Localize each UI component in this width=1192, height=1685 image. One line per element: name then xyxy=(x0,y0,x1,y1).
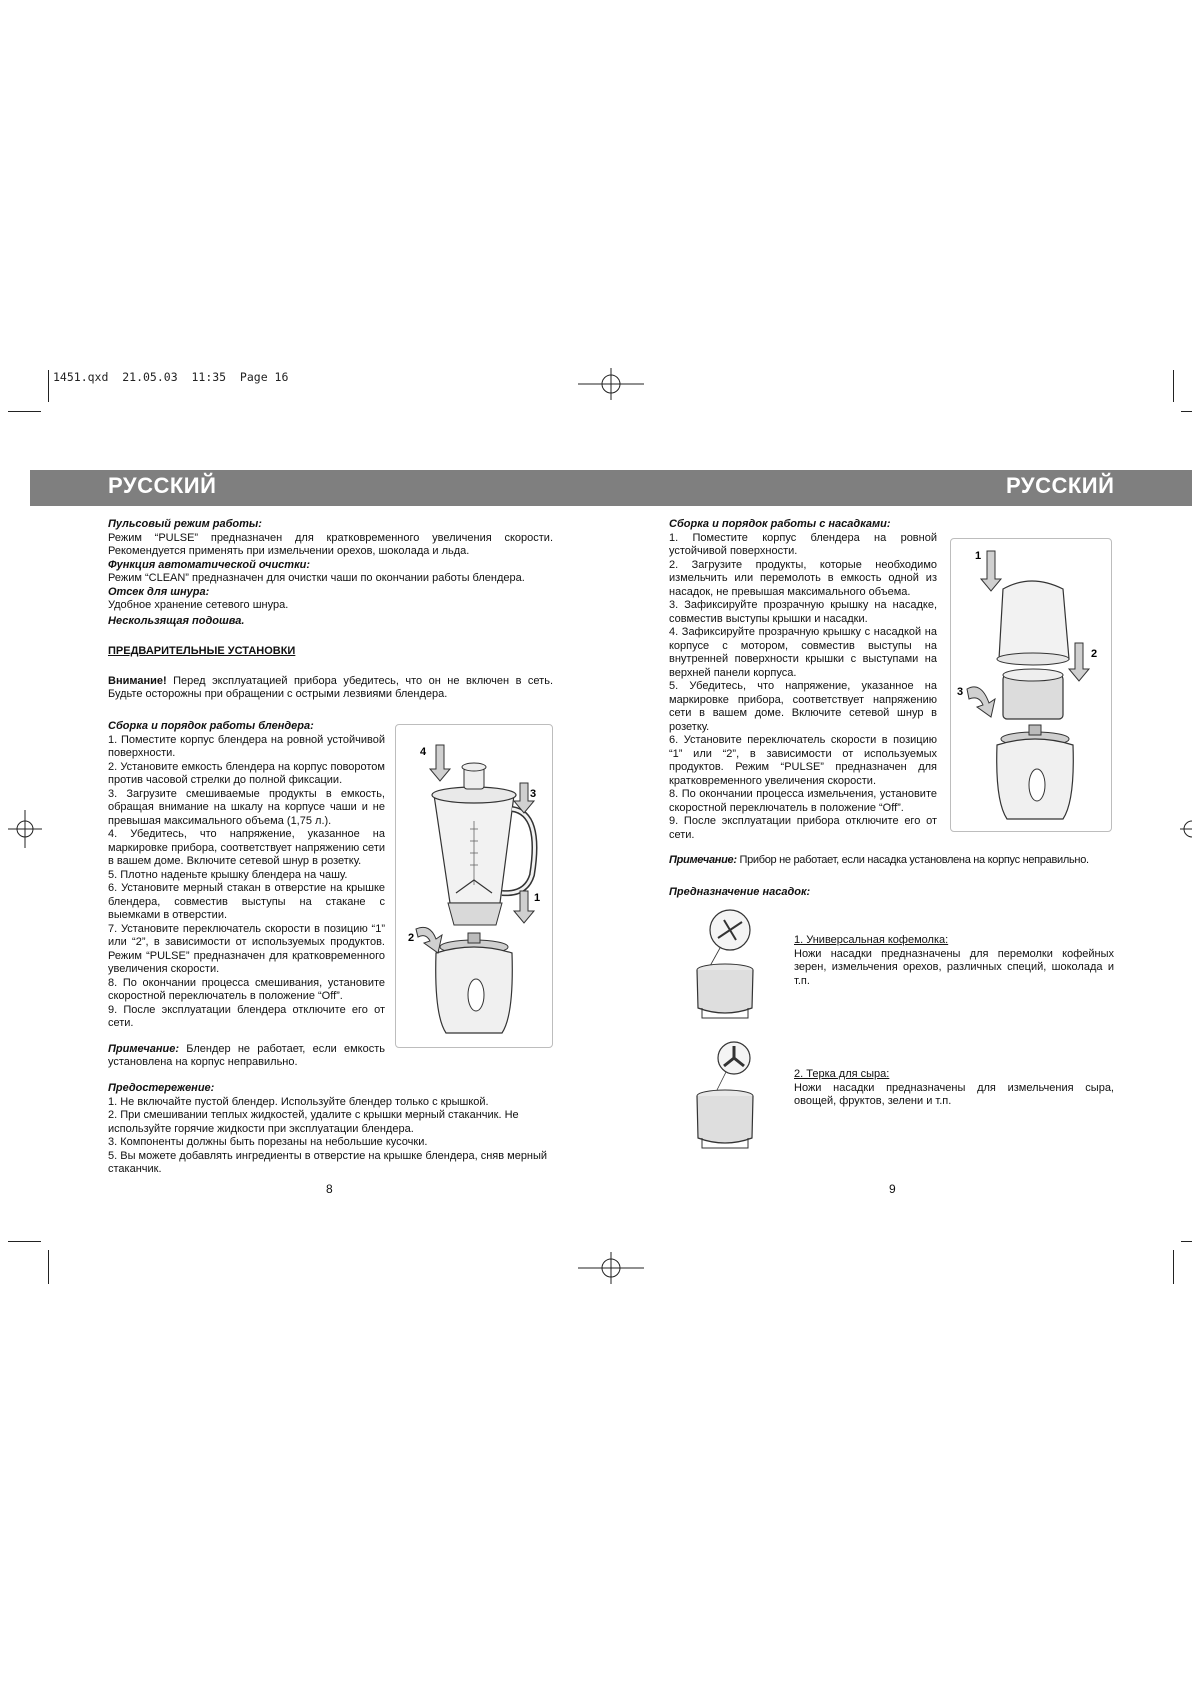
pulse-text: Режим “PULSE” предназначен для кратковременного увеличения скорости. Рекомендуется применять при измельчении орехов, шоколада и льда. xyxy=(108,531,553,557)
page-number-left: 8 xyxy=(326,1182,333,1196)
caution-item: 2. При смешивании теплых жидкостей, удалите с крышки мерный стаканчик. Не используйте горячие жидкости при эксплуатации блендера. xyxy=(108,1109,519,1135)
cheese-grater-title: 2. Терка для сыра: xyxy=(794,1068,890,1080)
attachment-assembly-figure xyxy=(950,538,1112,832)
attachment-step: 9. После эксплуатации прибора отключите его от сети. xyxy=(669,815,937,841)
attachment-step: 2. Загрузите продукты, которые необходимо измельчить или перемолоть в емкость одной из насадок, не превышая максимального объема. xyxy=(669,558,937,598)
clean-text: Режим “CLEAN” предназначен для очистки чаши по окончании работы блендера. xyxy=(108,572,525,584)
note-body: Блендер не работает, если емкость установлена на корпус неправильно. xyxy=(108,1042,385,1068)
left-intro-block xyxy=(108,518,553,702)
attachment-note xyxy=(669,854,1139,868)
cheese-grater-text: Ножи насадки предназначены для измельчения сыра, овощей, фруктов, зелени и т.п. xyxy=(794,1081,1114,1107)
crop-mark xyxy=(1181,411,1192,412)
note-body: Прибор не работает, если насадка установлена на корпус неправильно. xyxy=(736,854,1089,866)
right-header-title: РУССКИЙ xyxy=(1006,473,1115,498)
blender-step: 4. Убедитесь, что напряжение, указанное на маркировке прибора, соответствует напряжению сети в вашем доме. Включите сетевой шнур в розетку. xyxy=(108,828,385,867)
blender-step: 8. По окончании процесса смешивания, установите скоростной переключатель в положение “Off”. xyxy=(108,976,385,1002)
crop-mark xyxy=(48,370,49,402)
blender-step: 1. Поместите корпус блендера на ровной устойчивой поверхности. xyxy=(108,733,385,759)
crop-mark xyxy=(1173,370,1174,402)
registration-mark xyxy=(578,1252,644,1284)
callout-label: 4 xyxy=(420,746,427,758)
attachment-step: 4. Зафиксируйте прозрачную крышку с насадкой на корпусе с мотором, совместив выступы на внутренней поверхности крышки с выступами на верхней панели корпуса. xyxy=(669,626,937,679)
blender-step: 9. После эксплуатации блендера отключите его от сети. xyxy=(108,1003,385,1029)
clean-heading: Функция автоматической очистки: xyxy=(108,558,311,571)
file-slug: 1451.qxd 21.05.03 11:35 Page 16 xyxy=(53,370,289,384)
coffee-grinder-block xyxy=(794,934,1114,988)
note-label: Примечание: xyxy=(669,854,737,866)
callout-label: 2 xyxy=(408,932,415,944)
registration-mark xyxy=(578,368,644,400)
caution-item: 3. Компоненты должны быть порезаны на небольшие кусочки. xyxy=(108,1136,428,1148)
registration-mark xyxy=(1180,810,1192,848)
blender-assembly-heading: Сборка и порядок работы блендера: xyxy=(108,720,314,732)
blender-step: 6. Установите мерный стакан в отверстие на крышке блендера, совместив выступы на стакане с выемками в отверстии. xyxy=(108,882,385,921)
right-assembly-block xyxy=(669,518,937,842)
blender-step: 7. Установите переключатель скорости в позицию “1” или “2”, в зависимости от используемых продуктов. Режим “PULSE” предназначен для кратковременного увеличения скорости. xyxy=(108,922,385,975)
caution-item: 1. Не включайте пустой блендер. Используйте блендер только с крышкой. xyxy=(108,1095,489,1108)
caution-block xyxy=(108,1082,553,1177)
page-number-right: 9 xyxy=(889,1182,896,1196)
caution-item: 5. Вы можете добавлять ингредиенты в отверстие на крышке блендера, сняв мерный стаканчик. xyxy=(108,1149,548,1175)
coffee-grinder-text: Ножи насадки предназначены для перемолки кофейных зерен, измельчения орехов, различных специй, шоколада и т.п. xyxy=(794,947,1114,987)
pulse-heading: Пульсовый режим работы: xyxy=(108,518,262,530)
callout-label: 1 xyxy=(534,892,541,904)
crop-mark xyxy=(8,411,41,412)
cord-heading: Отсек для шнура: xyxy=(108,585,210,598)
blender-step: 5. Плотно наденьте крышку блендера на чашу. xyxy=(108,868,348,881)
callout-label: 1 xyxy=(975,550,982,562)
prelim-heading: ПРЕДВАРИТЕЛЬНЫЕ УСТАНОВКИ xyxy=(108,645,296,657)
blender-step: 2. Установите емкость блендера на корпус поворотом против часовой стрелки до полной фиксации. xyxy=(108,760,385,786)
cheese-grater-block xyxy=(794,1068,1114,1109)
warning-body: Перед эксплуатацией прибора убедитесь, что он не включен в сеть. Будьте осторожны при обращении с острыми лезвиями блендера. xyxy=(108,674,553,700)
coffee-grinder-title: 1. Универсальная кофемолка: xyxy=(794,934,949,946)
attachment-step: 8. По окончании процесса измельчения, установите скоростной переключатель в положение “Off”. xyxy=(669,788,937,814)
right-note-block xyxy=(669,854,1139,899)
blender-note xyxy=(108,1043,385,1070)
callout-label: 2 xyxy=(1091,648,1098,660)
attachment-step: 1. Поместите корпус блендера на ровной устойчивой поверхности. xyxy=(669,531,937,557)
crop-mark xyxy=(1173,1250,1174,1284)
cord-text: Удобное хранение сетевого шнура. xyxy=(108,599,289,611)
sole-heading: Нескользящая подошва. xyxy=(108,614,245,627)
crop-mark xyxy=(8,1241,41,1242)
callout-label: 3 xyxy=(530,788,537,800)
left-header-title: РУССКИЙ xyxy=(108,473,217,498)
attachment-assembly-heading: Сборка и порядок работы с насадками: xyxy=(669,518,891,530)
caution-heading: Предостережение: xyxy=(108,1082,215,1094)
blender-assembly-figure xyxy=(395,724,553,1048)
crop-mark xyxy=(48,1250,49,1284)
purpose-heading: Предназначение насадок: xyxy=(669,885,811,898)
attachment-step: 5. Убедитесь, что напряжение, указанное на маркировке прибора, соответствует напряжению сети в вашем доме. Включите сетевой шнур в розетку. xyxy=(669,680,937,733)
warning-text xyxy=(108,675,553,702)
warning-label: Внимание! xyxy=(108,674,167,687)
left-assembly-block xyxy=(108,720,385,1070)
cheese-grater-attachment-image xyxy=(690,1040,760,1160)
blender-step: 3. Загрузите смешиваемые продукты в емкость, обращая внимание на шкалу на корпусе чаши и не превышая максимального объема (1,75 л.). xyxy=(108,787,385,827)
attachment-step: 6. Установите переключатель скорости в позицию “1” или “2”, в зависимости от используемых продуктов. Режим “PULSE” предназначен для кратковременного увеличения скорости. xyxy=(669,734,937,787)
crop-mark xyxy=(1181,1241,1192,1242)
registration-mark xyxy=(8,810,42,848)
callout-label: 3 xyxy=(957,686,964,698)
coffee-grinder-attachment-image xyxy=(690,908,760,1028)
attachment-step: 3. Зафиксируйте прозрачную крышку на насадке, совместив выступы крышки и насадки. xyxy=(669,599,937,625)
note-label: Примечание: xyxy=(108,1042,180,1055)
